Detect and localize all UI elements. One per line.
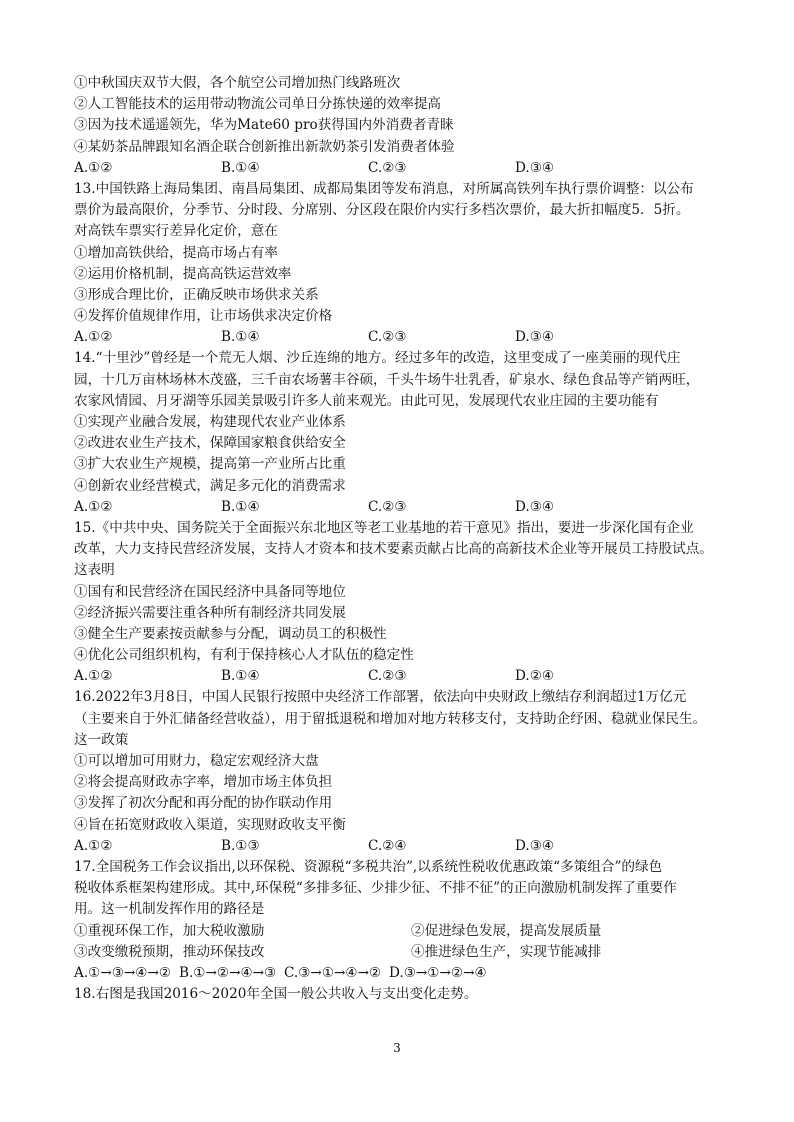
q14-item-3: ③扩大农业生产规模，提高第一产业所占比重 (74, 456, 346, 473)
q15-item-2: ②经济振兴需要注重各种所有制经济共同发展 (74, 604, 346, 621)
q17-item-1: ①重视环保工作，加大税收激励 (74, 922, 265, 939)
q15-stem-line-1: 15.《中共中央、国务院关于全面振兴东北地区等老工业基地的若干意见》指出，要进一步深化国有企业 (74, 519, 694, 536)
q12-option-b: B.①④ (221, 159, 260, 176)
q14-item-4: ④创新农业经营模式，满足多元化的消费需求 (74, 477, 346, 494)
page-number: 3 (393, 1041, 401, 1055)
q13-option-d: D.③④ (515, 329, 555, 346)
q16-item-1: ①可以增加可用财力，稳定宏观经济大盘 (74, 753, 319, 769)
q12-option-d: D.③④ (515, 159, 555, 176)
q12-item-3: ③因为技术遥遥领先，华为Mate60 pro获得国内外消费者青睐 (74, 117, 454, 134)
q16-option-b: B.①③ (221, 837, 260, 854)
q17-stem-line-2: 税收体系框架构建形成。其中,环保税“多排多征、少排少征、不排不征”的正向激励机制发挥了重要作 (74, 880, 677, 897)
q14-option-d: D.③④ (515, 498, 555, 515)
q17-option-c: C.③→①→④→② (284, 964, 382, 981)
q12-options (74, 158, 734, 179)
q12-option-a: A.①② (74, 159, 113, 176)
q16-item-4: ④旨在拓宽财政收入渠道，实现财政收支平衡 (74, 816, 346, 833)
q16-option-c: C.②④ (368, 837, 407, 854)
q13-item-2: ②运用价格机制，提高高铁运营效率 (74, 265, 292, 282)
q17-items-row-2 (74, 942, 734, 963)
q13-stem-line-3: 对高铁车票实行差异化定价，意在 (74, 223, 278, 240)
q16-option-d: D.③④ (515, 837, 555, 854)
q16-item-2: ②将会提高财政赤字率，增加市场主体负担 (74, 774, 333, 791)
q17-item-3: ③改变缴税预期，推动环保技改 (74, 943, 265, 960)
q15-item-4: ④优化公司组织机构，有利于保持核心人才队伍的稳定性 (74, 647, 414, 664)
q14-item-1: ①实现产业融合发展，构建现代农业产业体系 (74, 414, 346, 430)
q15-options (74, 666, 734, 687)
q12-item-4: ④某奶茶品牌跟知名酒企联合创新推出新款奶茶引发消费者体验 (74, 138, 455, 155)
q17-item-4: ④推进绿色生产，实现节能减排 (411, 943, 602, 960)
q15-option-d: D.②④ (515, 668, 555, 685)
q17-items-row-1 (74, 921, 734, 942)
q15-option-b: B.①④ (221, 668, 260, 685)
q14-stem-line-1: 14.“十里沙”曾经是一个荒无人烟、沙丘连绵的地方。经过多年的改造，这里变成了一座美丽的现代庄 (74, 350, 681, 367)
q16-options (74, 836, 734, 857)
q13-stem-line-1: 13.中国铁路上海局集团、南昌局集团、成都局集团等发布消息，对所属高铁列车执行票价调整：以公布 (74, 180, 694, 197)
q14-stem-line-3: 农家风情园、月牙湖等乐园美景吸引许多人前来观光。由此可见，发展现代农业庄园的主要功能有 (74, 392, 659, 409)
q14-options (74, 497, 734, 518)
exam-page (74, 73, 734, 1005)
q15-option-c: C.②③ (368, 668, 407, 685)
q14-stem-line-2: 园，十几万亩林场林木茂盛，三千亩农场薯丰谷硕，千头牛场牛壮乳香，矿泉水、绿色食品等产销两旺， (74, 371, 700, 388)
q12-item-1: ①中秋国庆双节大假，各个航空公司增加热门线路班次 (74, 75, 401, 91)
q13-item-1: ①增加高铁供给，提高市场占有率 (74, 244, 278, 261)
q15-option-a: A.①② (74, 668, 113, 685)
q14-item-2: ②改进农业生产技术，保障国家粮食供给安全 (74, 435, 346, 452)
q12-item-2: ②人工智能技术的运用带动物流公司单日分拣快递的效率提高 (74, 96, 442, 113)
q13-option-a: A.①② (74, 329, 113, 346)
q13-item-3: ③形成合理比价，正确反映市场供求关系 (74, 286, 319, 303)
q12-option-c: C.②③ (368, 159, 407, 176)
q16-item-3: ③发挥了初次分配和再分配的协作联动作用 (74, 795, 333, 812)
q18-stem: 18.右图是我国2016～2020年全国一般公共收入与支出变化走势。 (74, 986, 478, 1003)
q13-option-b: B.①④ (221, 329, 260, 346)
q17-options (74, 963, 734, 984)
q17-option-d: D.③→①→②→④ (389, 964, 487, 981)
q13-item-4: ④发挥价值规律作用，让市场供求决定价格 (74, 308, 333, 325)
q17-stem-line-3: 用。这一机制发挥作用的路径是 (74, 901, 265, 918)
q17-item-2: ②促进绿色发展，提高发展质量 (411, 922, 602, 939)
q16-stem-line-2: （主要来自于外汇储备经营收益），用于留抵退税和增加对地方转移支付，支持助企纾困、稳就业保民生。 (74, 710, 707, 727)
q17-option-b: B.①→②→④→③ (179, 964, 277, 981)
q15-stem-line-3: 这表明 (74, 562, 115, 579)
q14-option-c: C.②③ (368, 498, 407, 515)
q14-option-b: B.①④ (221, 498, 260, 515)
q15-stem-line-2: 改革，大力支持民营经济发展，支持人才资本和技术要素贡献占比高的高新技术企业等开展员工持股试点。 (74, 541, 713, 558)
q15-item-1: ①国有和民营经济在国民经济中具备同等地位 (74, 583, 346, 600)
q13-options (74, 327, 734, 348)
q16-option-a: A.①② (74, 837, 113, 854)
q16-stem-line-1: 16.2022年3月8日，中国人民银行按照中央经济工作部署，依法向中央财政上缴结存利润超过1万亿元 (74, 689, 687, 706)
q13-stem-line-2: 票价为最高限价，分季节、分时段、分席别、分区段在限价内实行多档次票价，最大折扣幅度5．5折。 (74, 202, 690, 219)
q16-stem-line-3: 这一政策 (74, 731, 129, 748)
q14-option-a: A.①② (74, 498, 113, 515)
q13-option-c: C.②③ (368, 329, 407, 346)
q17-option-a: A.①→③→④→② (74, 964, 172, 981)
q15-item-3: ③健全生产要素按贡献参与分配，调动员工的积极性 (74, 625, 387, 642)
q17-stem-line-1: 17.全国税务工作会议指出,以环保税、资源税“多税共治”,以系统性税收优惠政策“多策组合”的绿色 (74, 858, 663, 875)
